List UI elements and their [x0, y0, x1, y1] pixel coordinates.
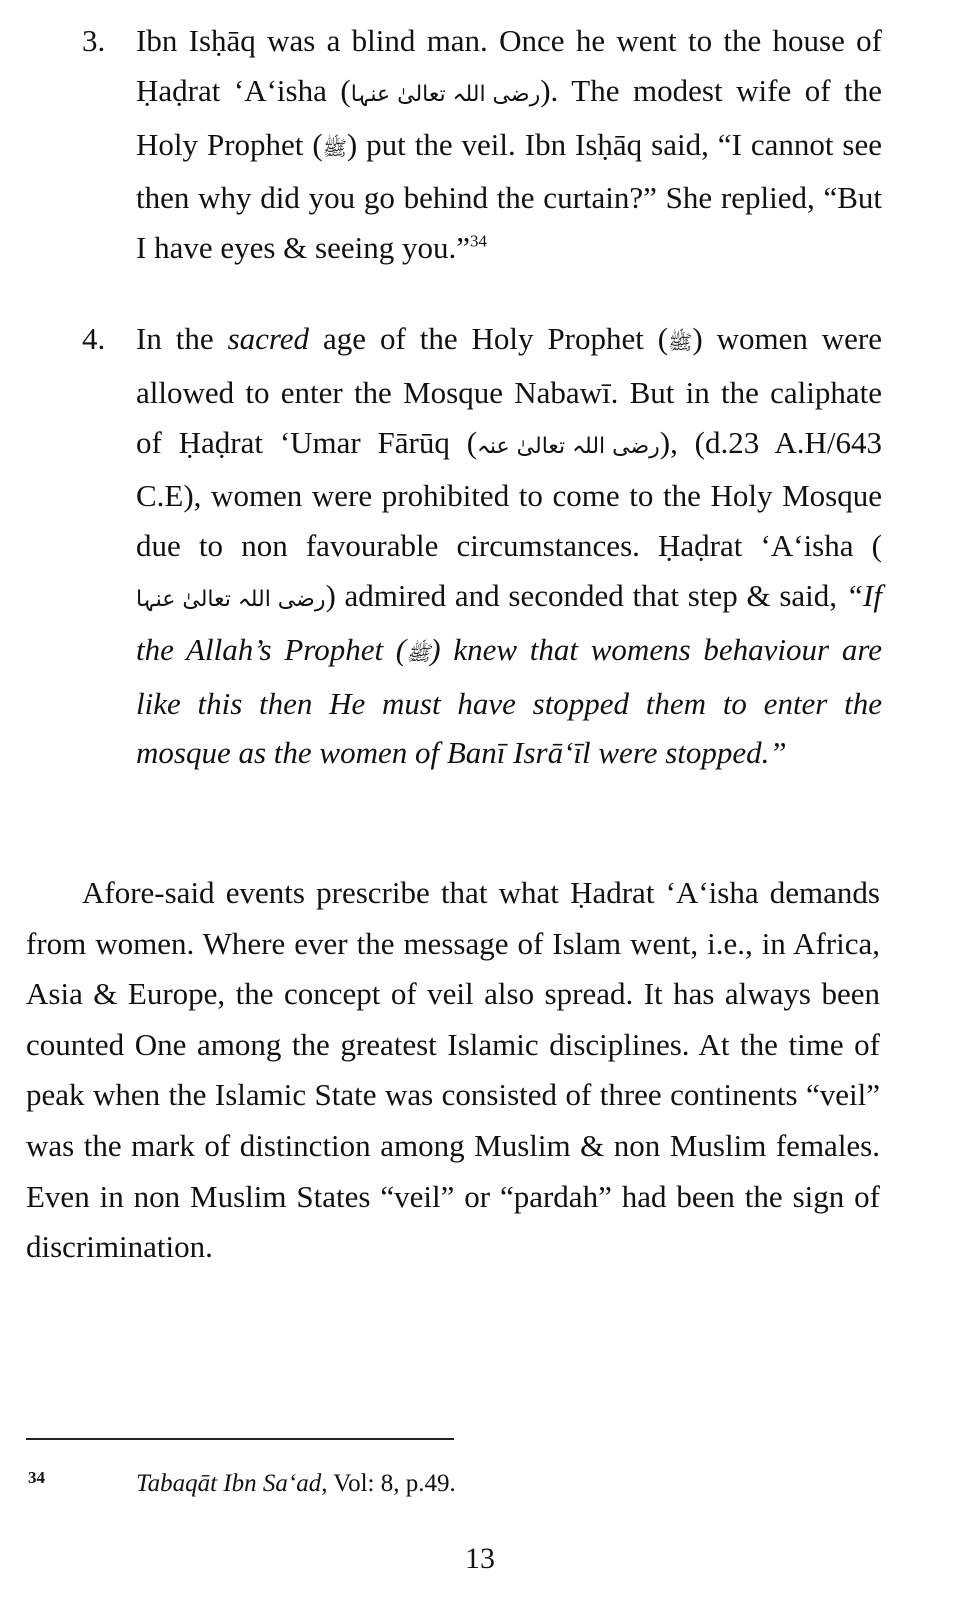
text-run: ) women were allowed to enter the Mosque Nabawī. But in the caliphate of Ḥaḍrat ‘Umar Fārūq ( — [136, 321, 882, 460]
list-item-3 — [82, 16, 882, 314]
quote-run: ) knew that womens behaviour are like this then He must have stopped them to enter the mosque as the women of Banī Isrā‘īl were stopped.” — [136, 631, 882, 771]
numbered-list — [82, 16, 882, 778]
emphasis-text: sacred — [227, 321, 310, 356]
list-item-text — [136, 16, 882, 273]
list-item-text — [136, 314, 882, 778]
quote-run: “If the Allah’s Prophet ( — [136, 577, 882, 667]
arabic-honorific: رضی اللہ تعالیٰ عنہا — [136, 586, 326, 612]
footnote-text — [136, 1470, 456, 1498]
text-run: ), (d.23 A.H/643 C.E), women were prohibited to come to the Holy Mosque due to non favourable circumstances. Ḥaḍrat ‘A‘isha ( — [136, 424, 883, 564]
text-run: ) admired and seconded that step & said, — [325, 577, 846, 613]
footnote-reference: 34 — [470, 231, 487, 251]
text-run: In the — [136, 321, 228, 356]
text-run: ) put the veil. Ibn Isḥāq said, “I cannot see then why did you go behind the curtain?” She replied, “But I have eyes & seeing you.” — [136, 126, 882, 266]
list-number: 3. — [82, 23, 106, 58]
arabic-honorific: رضی اللہ تعالیٰ عنہا — [350, 81, 541, 107]
salutation-glyph: ﷺ — [668, 330, 693, 354]
text-run: Ibn Isḥāq was a blind man. Once he went to the house of Ḥaḍrat ‘A‘isha ( — [136, 23, 882, 108]
footnote-divider — [26, 1438, 454, 1440]
arabic-honorific: رضی اللہ تعالیٰ عنہ — [477, 433, 660, 459]
salutation-glyph: ﷺ — [406, 640, 431, 665]
footnote-marker: 34 — [28, 1468, 45, 1487]
text-run: ). The modest wife of the Holy Prophet ( — [136, 72, 882, 162]
salutation-glyph: ﷺ — [322, 135, 347, 160]
page-number: 13 — [465, 1542, 495, 1575]
footnote-source-details: Vol: 8, p.49. — [327, 1470, 456, 1497]
text-run: age of the Holy Prophet ( — [309, 321, 669, 356]
footnote-source-title: Tabaqāt Ibn Sa‘ad, — [136, 1470, 328, 1497]
list-number: 4. — [82, 321, 106, 356]
body-paragraph: Afore-said events prescribe that what Ḥadrat ‘A‘isha demands from women. Where ever the message of Islam went, i.e., in Africa, Asia & Europe, the concept of veil also spread. It has always been counted One among the greatest Islamic disciplines. At the time of peak when the Islamic State was consisted of three continents “veil” was the mark of distinction among Muslim & non Muslim females. Even in non Muslim States “veil” or “pardah” had been the sign of discrimination. — [26, 875, 880, 1265]
list-item-4 — [82, 314, 882, 778]
